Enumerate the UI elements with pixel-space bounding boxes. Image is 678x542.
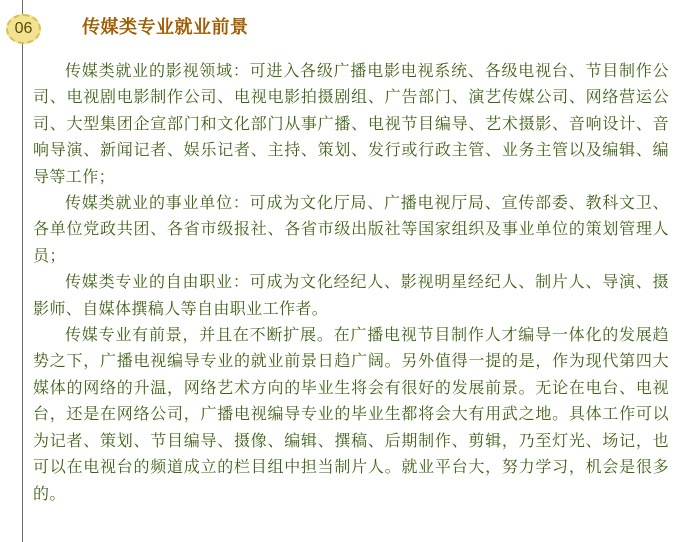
section-title: 传媒类专业就业前景 — [82, 17, 249, 38]
timeline-divider — [22, 0, 23, 542]
paragraph-prospects: 传媒专业有前景，并且在不断扩展。在广播电视节目制作人才编导一体化的发展趋势之下，广播电视编导专业的就业前景日趋广阔。另外值得一提的是，作为现代第四大媒体的网络的升温，网络艺术方向的毕业生将会有很好的发展前景。无论在电台、电视台，还是在网络公司，广播电视编导专业的毕业生都将会大有用武之地。具体工作可以为记者、策划、节目编导、摄像、编辑、撰稿、后期制作、剪辑，乃至灯光、场记，也可以在电视台的频道成立的栏目组中担当制片人。就业平台大，努力学习，机会是很多的。 — [33, 325, 669, 503]
paragraph-film-tv-field: 传媒类就业的影视领域：可进入各级广播电影电视系统、各级电视台、节目制作公司、电视剧电影制作公司、电视电影拍摄剧组、广告部门、演艺传媒公司、网络营运公司、大型集团企宣部门和文化部门从事广播、电视节目编导、艺术摄影、音响设计、音响导演、新闻记者、娱乐记者、主持、策划、发行或行政主管、业务主管以及编辑、编导等工作； — [33, 61, 669, 186]
article-body — [33, 58, 669, 507]
paragraph-freelance: 传媒类专业的自由职业：可成为文化经纪人、影视明星经纪人、制片人、导演、摄影师、自媒体撰稿人等自由职业工作者。 — [33, 272, 669, 318]
section-number-badge: 06 — [6, 14, 41, 44]
paragraph-public-institutions: 传媒类就业的事业单位：可成为文化厅局、广播电视厅局、宣传部委、教科文卫、各单位党政共团、各省市级报社、各省市级出版社等国家组织及事业单位的策划管理人员； — [33, 193, 669, 265]
